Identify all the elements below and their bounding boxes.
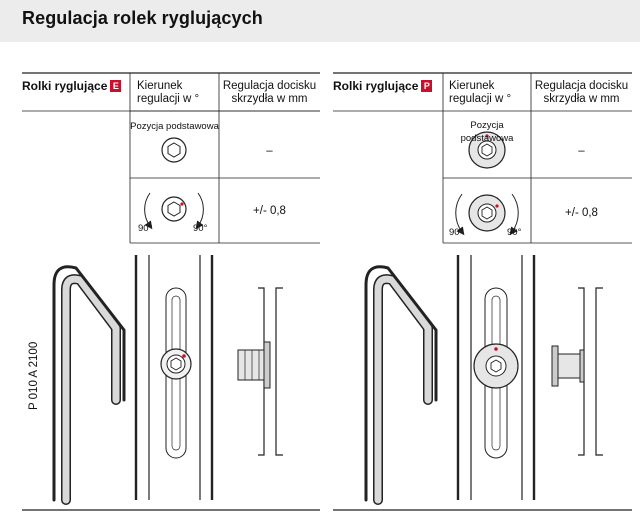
right-angle-right: 90° — [507, 227, 522, 238]
right-section-view — [552, 288, 603, 455]
right-col-pressure-header: Regulacja docisku skrzydła w mm — [534, 80, 629, 105]
right-sash-profile — [458, 255, 534, 500]
left-angle-right: 90° — [193, 223, 208, 234]
left-col-direction-header: Kierunek regulacji w ° — [137, 80, 200, 105]
right-handle-drawing — [366, 267, 436, 500]
right-row1-value: – — [578, 145, 585, 157]
left-angle-left: 90° — [138, 223, 153, 234]
right-badge-p: P — [421, 80, 432, 92]
left-sash-profile — [136, 255, 212, 500]
left-header-label: Rolki ryglujące E — [22, 80, 121, 93]
right-row2-value: +/- 0,8 — [565, 207, 598, 219]
left-handle-drawing — [54, 267, 124, 500]
left-col-pressure-header: Regulacja docisku skrzydła w mm — [222, 80, 317, 105]
right-col-direction-header: Kierunek regulacji w ° — [449, 80, 512, 105]
left-roller-base-icon — [162, 138, 186, 162]
left-row2-value: +/- 0,8 — [253, 205, 286, 217]
left-base-position-label: Pozycja podstawowa — [130, 121, 219, 132]
right-angle-left: 90° — [449, 227, 464, 238]
left-row1-value: – — [266, 145, 273, 157]
right-header-label: Rolki ryglujące P — [333, 80, 432, 93]
right-base-position-label: Pozycja podstawowa — [460, 120, 514, 144]
left-badge-e: E — [110, 80, 121, 92]
left-vertical-code: P 010 A 2100 — [28, 341, 40, 410]
left-section-view — [238, 288, 283, 455]
page-title: Regulacja rolek ryglujących — [22, 8, 263, 28]
